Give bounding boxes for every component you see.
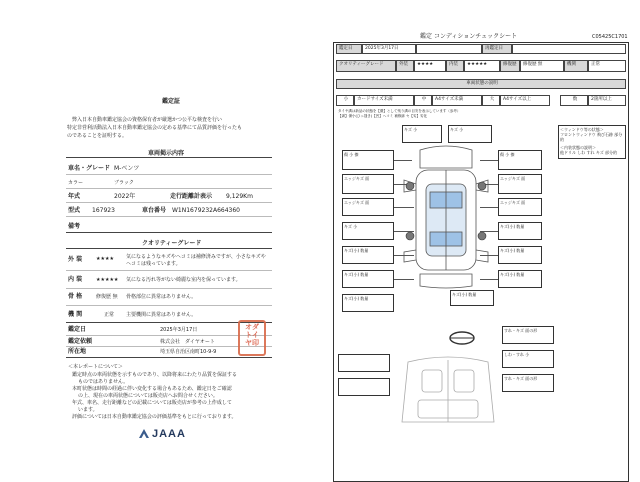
cert-title: 鑑定証 <box>162 98 181 105</box>
note-line: います。 <box>78 407 98 413</box>
inspection-date-value: 2025年3月17日 <box>160 327 198 333</box>
vin-value: W1N1679232A664360 <box>172 207 240 214</box>
panel-box: エッジキズ 面 <box>342 198 394 216</box>
panel-box: キズ(小) 数量 <box>342 270 394 288</box>
grade-value: M-ベンツ <box>114 165 140 172</box>
panel-box: エッジキズ 面 <box>342 174 394 194</box>
panel-box: しわ・すれ 小 <box>502 350 554 368</box>
car-top-view-diagram <box>400 140 492 290</box>
remarks-label: 備考 <box>68 223 81 230</box>
note-line: 鑑定時点の車両状態を示すものであり、以降将来にわたり品質を保証する <box>72 372 238 378</box>
panel-box: キズ(小) 数量 <box>498 246 542 264</box>
sheet-title: 鑑定 コンディションチェックシート <box>420 33 518 40</box>
jaaa-logo-text: JAAA <box>152 428 186 440</box>
recheck-label: 再鑑定日 <box>482 44 512 54</box>
legend-line-2: 【剥】傷小(ひっ掻き)【凹】ヘコミ 補修跡 セ【劣】劣化 <box>338 114 427 118</box>
jaaa-logo-icon <box>138 428 150 440</box>
panel-box <box>338 354 390 372</box>
panel-box: エッジキズ 面 <box>498 198 542 216</box>
cert-intro-3: のであることを証明する。 <box>67 133 128 139</box>
location-value: 埼玉県自治区南町10-9-9 <box>160 349 217 355</box>
agent-value: 株式会社 ダイヤオート <box>160 339 215 345</box>
repair-history: 修復歴 無 <box>520 60 564 72</box>
panel-box: キズ 小 <box>402 125 442 143</box>
grade-label: 車名・グレード <box>68 165 111 172</box>
vin-label: 車台番号 <box>142 207 167 214</box>
window-notes-box: ＜ウィンドウ等の状態＞ フロントウィンドウ 飛び石跡 部分的 ＜内装状態の説明＞ 他ドリル しわ すれ キズ 部分的 <box>558 125 626 159</box>
cert-intro-1: 弊入日本自動車鑑定協会の資格保有者が厳選かつ公平な検査を行い <box>72 117 223 123</box>
panel-box: すれ・キズ 面の形 <box>502 326 554 344</box>
agent-label: 鑑定依頼 <box>68 338 93 345</box>
panel-box: キズ(小) 数量 <box>450 290 494 306</box>
legend-line-1: タイヤ溝は新品の状態を【優】として残り溝の目安を表示しています（参考） <box>338 109 461 113</box>
cert-intro-2: 特定非営利活動法入日本自動車鑑定協会の定める基準にて品質評価を行ったも <box>67 125 243 131</box>
panel-box: キズ(小) 数量 <box>342 294 394 312</box>
inspector-seal: オダ トイ ヤ印 <box>238 320 266 356</box>
engine-status: 正常 <box>588 60 626 72</box>
mileage-label: 走行距離計表示 <box>170 193 213 200</box>
inspection-date-label: 鑑定日 <box>68 326 87 333</box>
panel-box: キズ(小) 数量 <box>342 246 394 264</box>
panel-box: キズ 小 <box>448 125 492 143</box>
note-line: 本町状態は時間の経過に伴い変化する場合もあるため、鑑定日をご確認 <box>72 386 232 392</box>
sheet-code: C05425C1701 <box>592 34 628 40</box>
panel-box: 傷 小 擦 <box>498 150 542 170</box>
year-label: 年式 <box>68 193 81 200</box>
condition-section-title: 車両状態の説明 <box>336 79 626 89</box>
year-value: 2022年 <box>114 193 136 200</box>
notes-title: ＜本レポートについて＞ <box>68 364 123 370</box>
panel-box <box>338 378 390 396</box>
date-value: 2025年3月17日 <box>362 44 416 54</box>
note-line: 評価については日本自動車鑑定協会の評価基準をもとに行っております。 <box>72 414 237 420</box>
location-label: 所在地 <box>68 348 87 355</box>
mileage-value: 9,129Km <box>226 193 253 200</box>
panel-box: キズ(小) 数量 <box>498 222 542 240</box>
color-value: ブラック <box>114 180 134 186</box>
panel-box: キズ 小 <box>342 222 394 240</box>
quality-section-title: クオリティーグレード <box>142 240 202 247</box>
date-label: 鑑定日 <box>336 44 362 54</box>
panel-box: キズ(小) 数量 <box>498 270 542 288</box>
steering-wheel-icon <box>448 330 476 346</box>
model-value: 167923 <box>92 207 115 214</box>
note-line: ものではありません。 <box>78 379 129 385</box>
panel-box: すれ・キズ 面の形 <box>502 374 554 392</box>
panel-box: 傷 小 擦 <box>342 150 394 170</box>
interior-seat-diagram <box>398 352 498 428</box>
vehicle-section-title: 車両掲示内容 <box>148 150 185 157</box>
note-line: 年式、車名、走行距離などの記載については販売店が参考の上作成して <box>72 400 232 406</box>
panel-box: エッジキズ 面 <box>498 174 542 194</box>
color-label: カラー <box>68 180 84 186</box>
model-label: 型式 <box>68 207 81 214</box>
grade-row-label: クオリティーグレード <box>336 60 396 72</box>
interior-stars: ★★★★★ <box>464 60 500 72</box>
note-line: の上、現在の車両状態については販売店へお問合せください。 <box>78 393 218 399</box>
exterior-stars: ★★★★ <box>414 60 446 72</box>
